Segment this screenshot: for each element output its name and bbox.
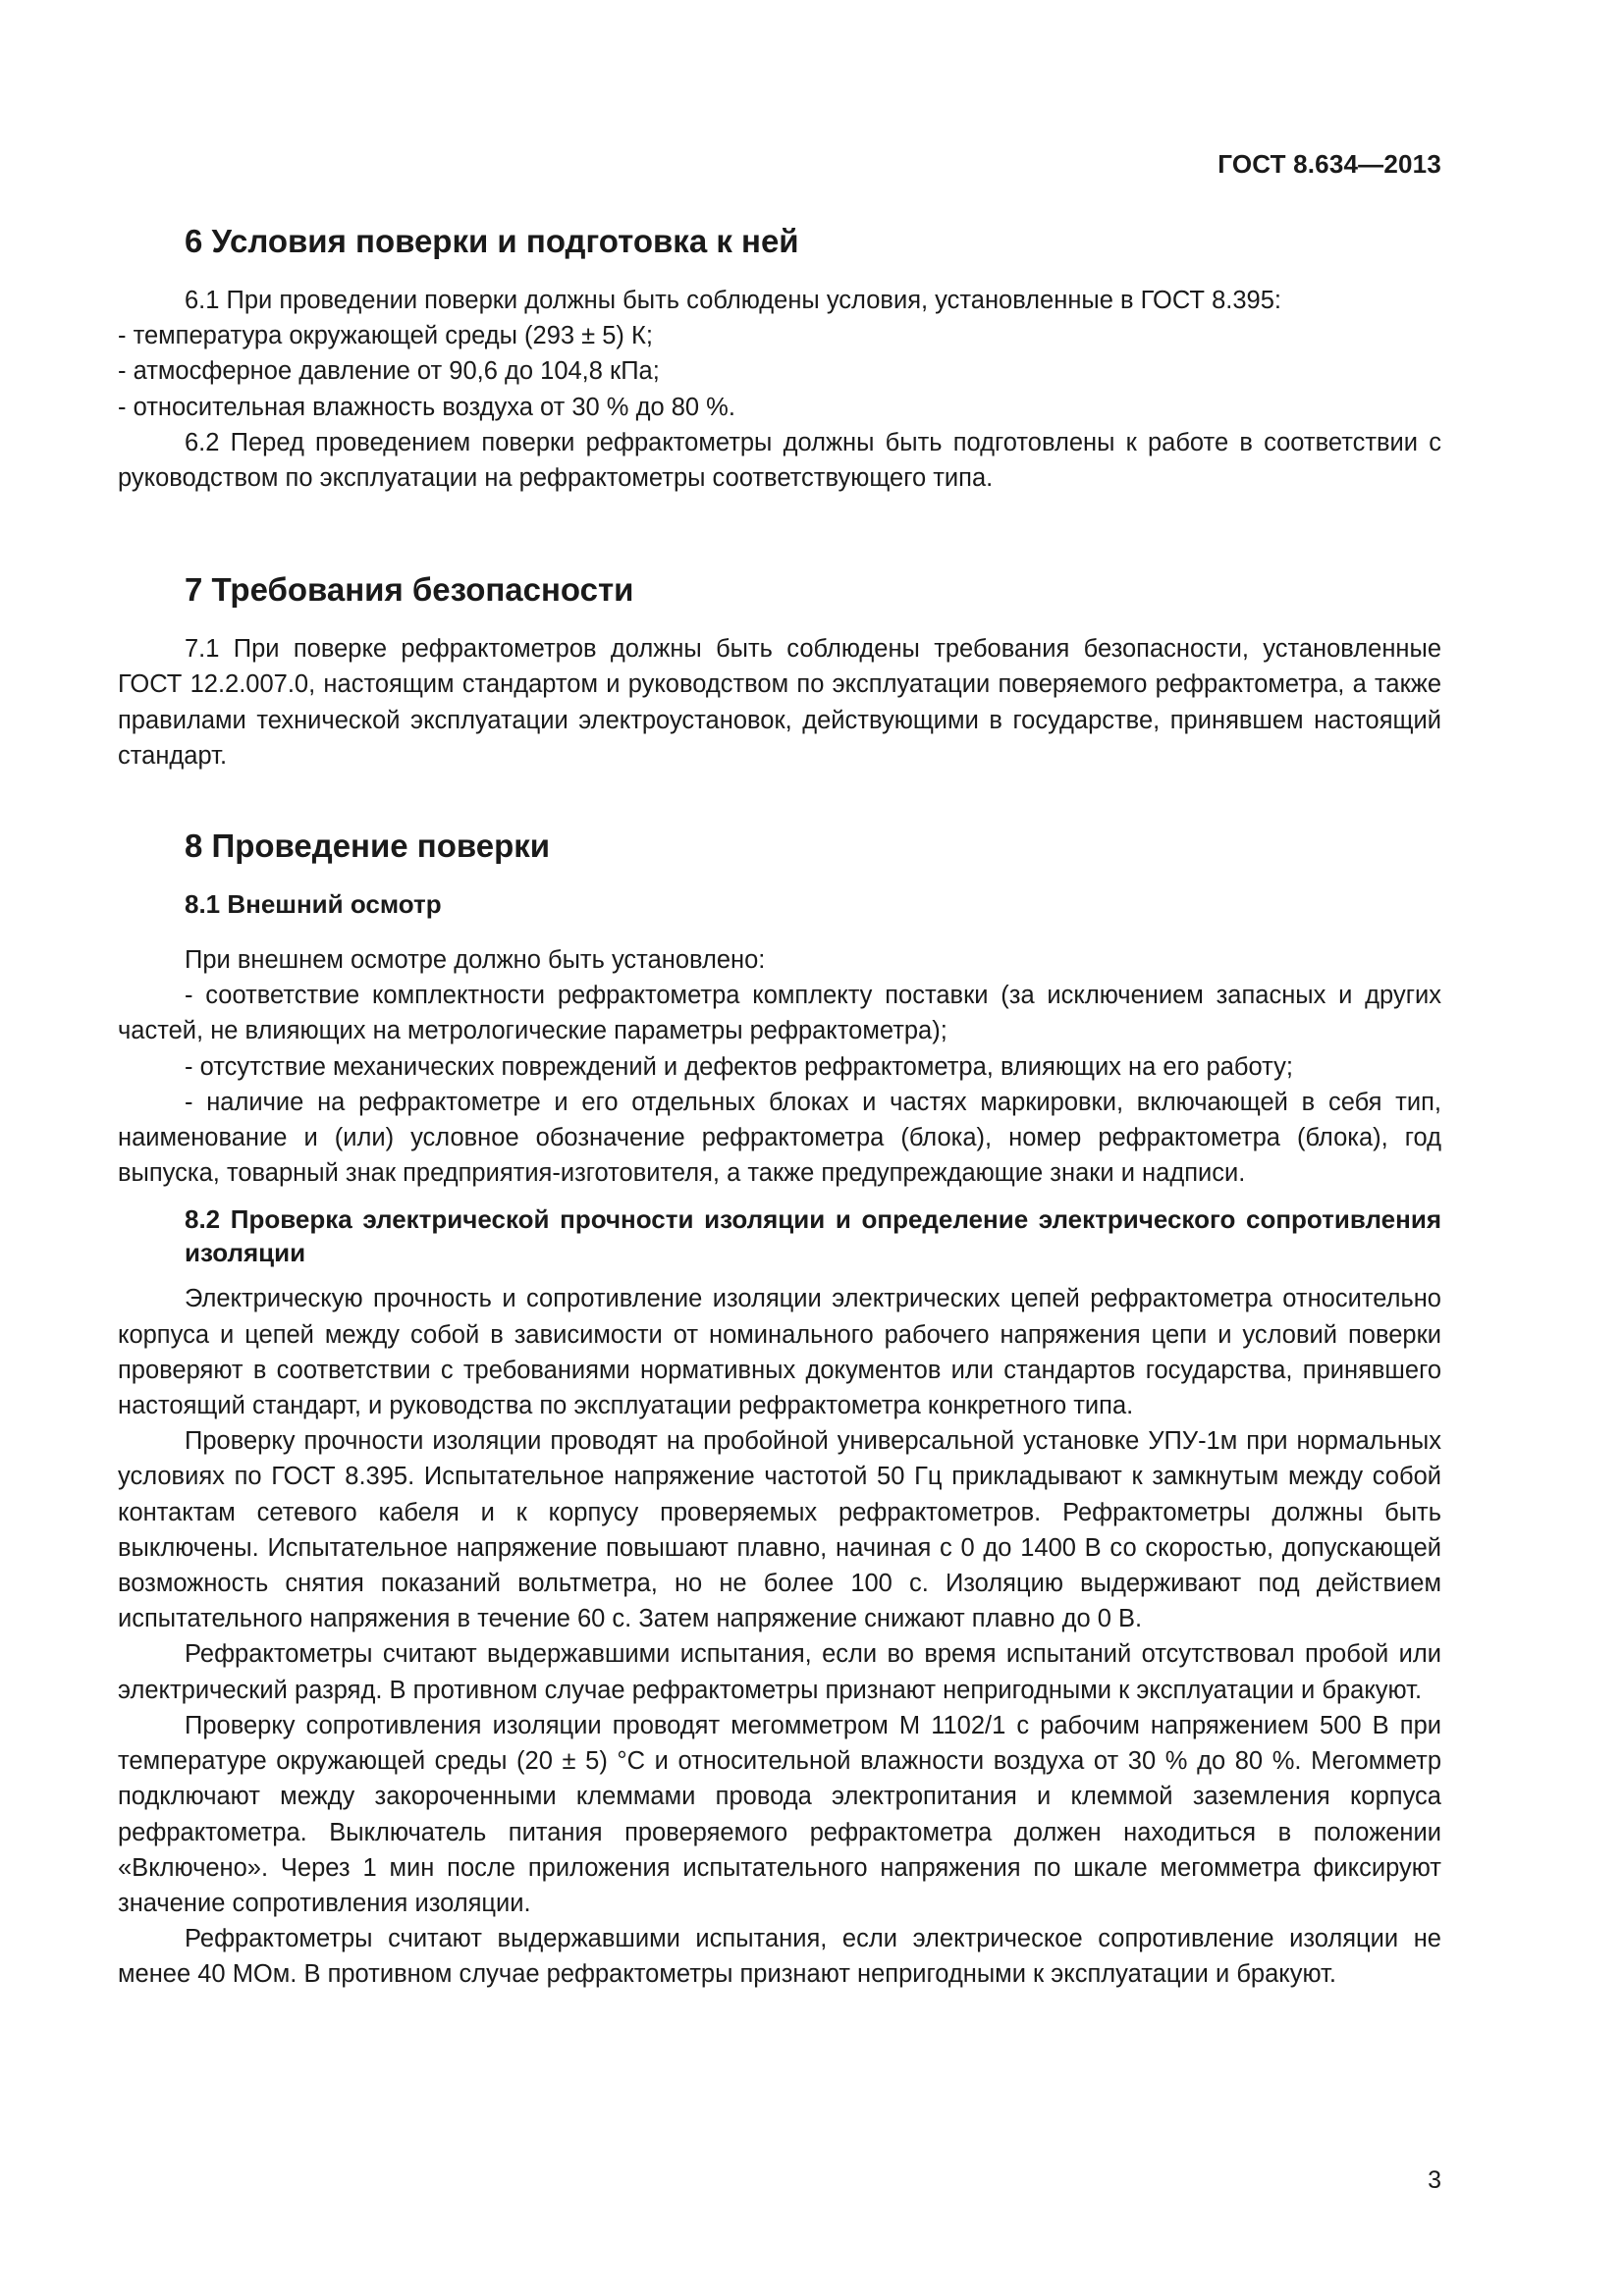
section-6-title: 6 Условия поверки и подготовка к ней	[185, 223, 799, 259]
paragraph-8-2-5: Рефрактометры считают выдержавшими испытания, если электрическое сопротивление изоляции не менее 40 МОм. В противном случае рефрактометры признают непригодными к эксплуатации и бракуют.	[118, 1925, 1441, 1989]
list-item: - соответствие комплектности рефрактометра комплекту поставки (за исключением запасных и других частей, не влияющих на метрологические параметры рефрактометра);	[118, 982, 1441, 1045]
list-item: - температура окружающей среды (293 ± 5) К;	[118, 322, 653, 350]
paragraph-8-2-4: Проверку сопротивления изоляции проводят мегомметром М 1102/1 с рабочим напряжением 500 В при температуре окружающей среды (20 ± 5) °С и относительной влажности воздуха от 30 % до 80 %. Мегомметр подключают между закороченными клеммами провода электропитания и клеммой заземления корпуса рефрактометра. Выключатель питания проверяемого рефрактометра должен находиться в положении «Включено». Через 1 мин после приложения испытательного напряжения по шкале мегомметра фиксируют значение сопротивления изоляции.	[118, 1711, 1441, 1917]
paragraph-7-1: 7.1 При поверке рефрактометров должны быть соблюдены требования безопасности, установленные ГОСТ 12.2.007.0, настоящим стандартом и руководством по эксплуатации поверяемого рефрактометра, а также правилами технической эксплуатации электроустановок, действующими в государстве, принявшем настоящий стандарт.	[118, 635, 1441, 770]
section-6	[118, 222, 1441, 496]
document-code: ГОСТ 8.634—2013	[1217, 149, 1441, 179]
paragraph-6-1: 6.1 При проведении поверки должны быть соблюдены условия, установленные в ГОСТ 8.395:	[185, 287, 1281, 314]
section-8	[118, 827, 1441, 1992]
list-item: - относительная влажность воздуха от 30 % до 80 %.	[118, 393, 735, 421]
paragraph-8-1-intro: При внешнем осмотре должно быть установлено:	[185, 946, 766, 975]
list-item: - наличие на рефрактометре и его отдельных блоках и частях маркировки, включающей в себя тип, наименование и (или) условное обозначение рефрактометра (блока), номер рефрактометра (блока), год выпуска, товарный знак предприятия-изготовителя, а также предупреждающие знаки и надписи.	[118, 1088, 1441, 1188]
paragraph-8-2-3: Рефрактометры считают выдержавшими испытания, если во время испытаний отсутствовал пробой или электрический разряд. В противном случае рефрактометры признают непригодными к эксплуатации и бракуют.	[118, 1640, 1441, 1704]
subsection-8-1-title: 8.1 Внешний осмотр	[185, 889, 442, 920]
paragraph-8-2-2: Проверку прочности изоляции проводят на пробойной универсальной установке УПУ-1м при нормальных условиях по ГОСТ 8.395. Испытательное напряжение частотой 50 Гц прикладывают к замкнутым между собой контактам сетевого кабеля и к корпусу проверяемых рефрактометров. Рефрактометры должны быть выключены. Испытательное напряжение повышают плавно, начиная с 0 до 1400 В со скоростью, допускающей возможность снятия показаний вольтметра, но не более 100 с. Изоляцию выдерживают под действием испытательного напряжения в течение 60 с. Затем напряжение снижают плавно до 0 В.	[118, 1427, 1441, 1633]
paragraph-8-2-1: Электрическую прочность и сопротивление изоляции электрических цепей рефрактометра относительно корпуса и цепей между собой в зависимости от номинального рабочего напряжения цепи и условий поверки проверяют в соответствии с требованиями нормативных документов или стандартов государства, принявшего настоящий стандарт, и руководства по эксплуатации рефрактометра конкретного типа.	[118, 1285, 1441, 1420]
list-item: - атмосферное давление от 90,6 до 104,8 кПа;	[118, 357, 660, 386]
list-item: - отсутствие механических повреждений и дефектов рефрактометра, влияющих на его работу;	[185, 1052, 1293, 1081]
subsection-8-2-title: 8.2 Проверка электрической прочности изоляции и определение электрического сопротивления изоляции	[185, 1204, 1441, 1268]
document-page	[118, 0, 1441, 2296]
section-8-title: 8 Проведение поверки	[185, 828, 551, 865]
section-7-title: 7 Требования безопасности	[185, 571, 634, 609]
page-number: 3	[1428, 2166, 1441, 2194]
document-body	[118, 222, 1441, 1993]
section-7	[118, 570, 1441, 774]
paragraph-6-2: 6.2 Перед проведением поверки рефрактометры должны быть подготовлены к работе в соответствии с руководством по эксплуатации на рефрактометры соответствующего типа.	[118, 428, 1441, 493]
